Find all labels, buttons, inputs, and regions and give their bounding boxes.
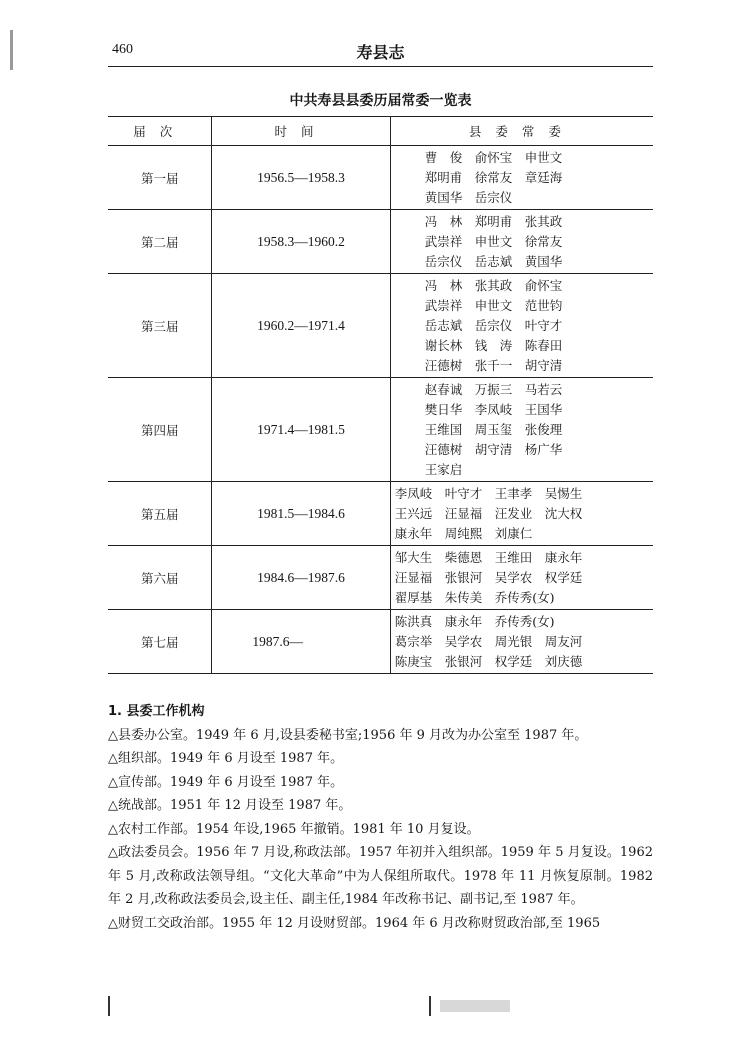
member-line: 康永年 周纯熙 刘康仁: [394, 526, 533, 541]
table-row: [108, 378, 653, 482]
member-line: 汪德树 胡守清 杨广华: [424, 442, 563, 457]
committee-table: [108, 116, 653, 674]
section-heading: 1. 县委工作机构: [108, 704, 205, 719]
period-cell: 1958.3—1960.2: [212, 210, 390, 274]
term-cell: 第六届: [108, 546, 212, 610]
scan-tick-mark: [429, 996, 431, 1016]
table-row: [108, 610, 653, 674]
paragraph: △财贸工交政治部。1955 年 12 月设财贸部。1964 年 6 月改称财贸政治部,至 1965: [108, 915, 601, 931]
paragraph: △组织部。1949 年 6 月设至 1987 年。: [108, 751, 344, 766]
scan-margin-mark: [10, 30, 13, 70]
member-line: 黄国华 岳宗仪: [424, 190, 513, 205]
members-cell: [390, 378, 653, 482]
column-header-period: 时间: [212, 117, 390, 146]
member-line: 武崇祥 申世文 徐常友: [424, 234, 563, 249]
members-cell: [390, 482, 653, 546]
term-cell: 第二届: [108, 210, 212, 274]
member-line: 谢长林 钱 涛 陈春田: [424, 338, 563, 353]
scan-smudge: [440, 1000, 510, 1012]
member-line: 冯 林 郑明甫 张其政: [424, 214, 563, 229]
table-row: [108, 482, 653, 546]
paragraph-list: [108, 724, 653, 936]
header-rule: [108, 66, 653, 67]
members-cell: [390, 610, 653, 674]
paragraph: △统战部。1951 年 12 月设至 1987 年。: [108, 798, 352, 813]
period-cell: 1987.6—: [212, 610, 390, 674]
member-line: 冯 林 张其政 俞怀宝: [424, 278, 563, 293]
paragraph: △政法委员会。1956 年 7 月设,称政法部。1957 年初并入组织部。1959 年 5 月复设。1962 年 5 月,改称政法领导组。“文化大革命”中为人保组所取代。1978 年 11 月恢复原制。1982 年 2 月,改称政法委员会,设主任、副主任,1984 年改称书记、副书记,至 1987 年。: [108, 845, 653, 907]
term-cell: 第四届: [108, 378, 212, 482]
term-cell: 第五届: [108, 482, 212, 546]
member-line: 翟厚基 朱传美 乔传秀(女): [394, 590, 555, 605]
term-cell: 第三届: [108, 274, 212, 378]
member-line: 岳宗仪 岳志斌 黄国华: [424, 254, 563, 269]
term-cell: 第一届: [108, 146, 212, 210]
table-row: [108, 210, 653, 274]
member-line: 王维国 周玉玺 张俊理: [424, 422, 563, 437]
period-cell: 1960.2—1971.4: [212, 274, 390, 378]
member-line: 汪德树 张千一 胡守清: [424, 358, 563, 373]
period-cell: 1981.5—1984.6: [212, 482, 390, 546]
period-cell: 1956.5—1958.3: [212, 146, 390, 210]
member-line: 赵春诚 万振三 马若云: [424, 382, 563, 397]
table-title: 中共寿县县委历届常委一览表: [289, 93, 472, 109]
member-line: 陈庚宝 张银河 权学廷 刘庆德: [394, 654, 583, 669]
table-header-row: [108, 117, 653, 146]
paragraph: △宣传部。1949 年 6 月设至 1987 年。: [108, 774, 344, 790]
column-header-members: 县委常委: [390, 117, 653, 146]
period-cell: 1971.4—1981.5: [212, 378, 390, 482]
table-row: [108, 146, 653, 210]
period-cell: 1984.6—1987.6: [212, 546, 390, 610]
scan-tick-mark: [108, 996, 110, 1016]
paragraph: △县委办公室。1949 年 6 月,设县委秘书室;1956 年 9 月改为办公室至 1987 年。: [108, 727, 588, 743]
paragraph: △农村工作部。1954 年设,1965 年撤销。1981 年 10 月复设。: [108, 821, 480, 837]
member-line: 葛宗举 吴学农 周光银 周友河: [394, 634, 583, 649]
scan-footer-marks: [108, 996, 653, 1020]
column-header-term: 届次: [108, 117, 212, 146]
table-row: [108, 546, 653, 610]
members-cell: [390, 210, 653, 274]
member-line: 王家启: [424, 462, 463, 477]
member-line: 郑明甫 徐常友 章廷海: [424, 170, 563, 185]
member-line: 王兴远 汪显福 汪发业 沈大权: [394, 506, 583, 521]
page-number: 460: [112, 42, 133, 57]
member-line: 邹大生 柴德恩 王维田 康永年: [394, 550, 583, 565]
member-line: 李凤岐 叶守才 王聿孝 吴惕生: [394, 486, 583, 501]
member-line: 陈洪真 康永年 乔传秀(女): [394, 614, 555, 629]
member-line: 樊日华 李凤岐 王国华: [424, 402, 563, 417]
member-line: 汪显福 张银河 吴学农 权学廷: [394, 570, 583, 585]
members-cell: [390, 274, 653, 378]
members-cell: [390, 546, 653, 610]
term-cell: 第七届: [108, 610, 212, 674]
member-line: 岳志斌 岳宗仪 叶守才: [424, 318, 563, 333]
member-line: 武崇祥 申世文 范世钧: [424, 298, 563, 313]
table-row: [108, 274, 653, 378]
member-line: 曹 俊 俞怀宝 申世文: [424, 150, 563, 165]
table-body: [108, 146, 653, 674]
body-text: [108, 700, 653, 935]
members-cell: [390, 146, 653, 210]
book-title: 寿县志: [356, 43, 405, 62]
page-header: [108, 38, 653, 64]
